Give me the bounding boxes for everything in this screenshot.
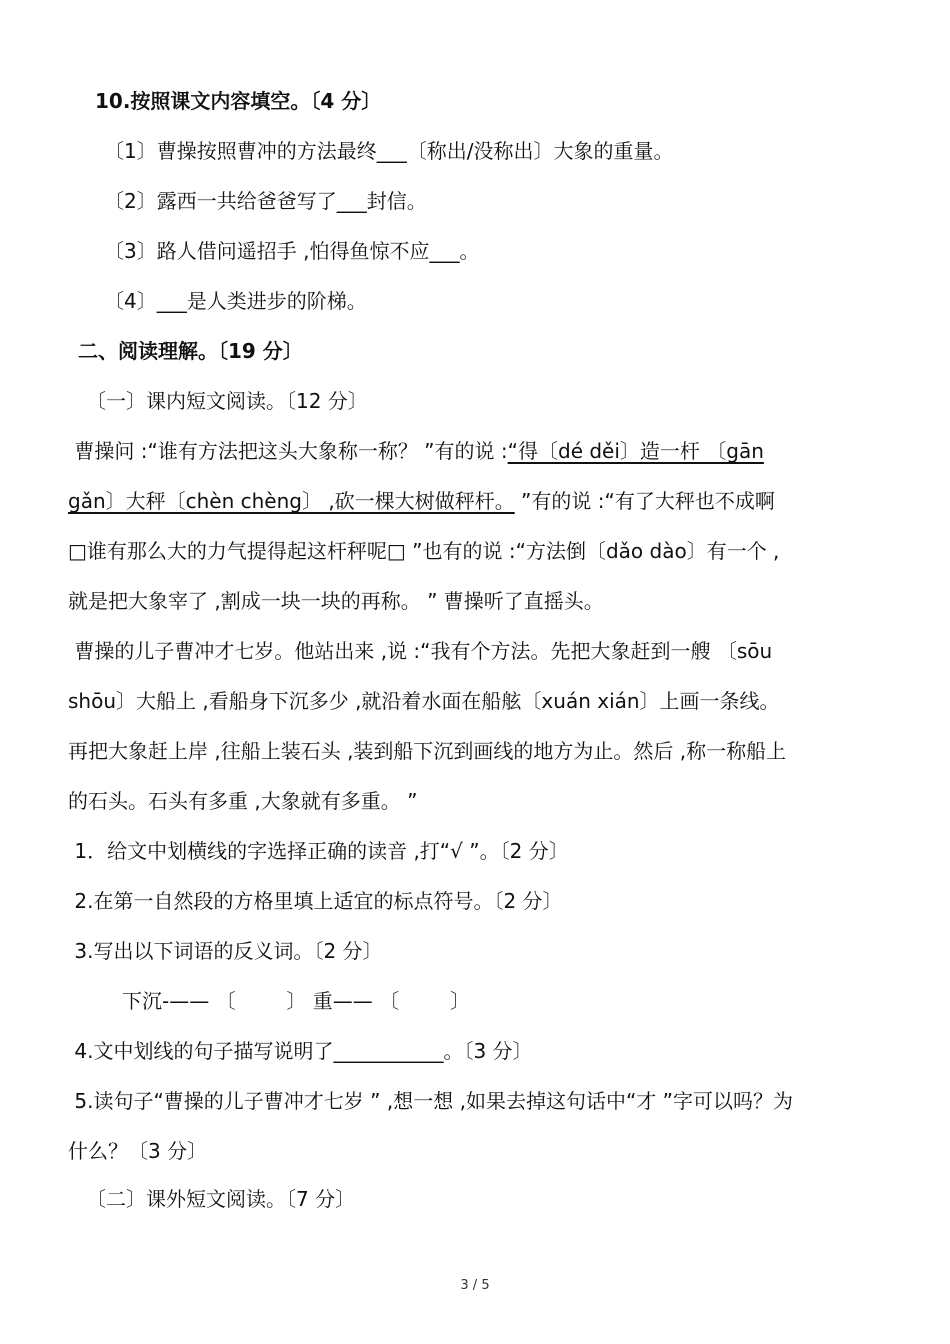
passage-line: shōu〕大船上 ,看船身下沉多少 ,就沿着水面在船舷〔xuán xián〕上画一条线。	[68, 689, 780, 713]
passage-line: 就是把大象宰了 ,割成一块一块的再称。 ” 曹操听了直摇头。	[68, 589, 604, 613]
question-10-item-4: 〔4〕___是人类进步的阶梯。	[104, 289, 367, 313]
passage-line: 曹操的儿子曹冲才七岁。他站出来 ,说 :“我有个方法。先把大象赶到一艘 〔sōu	[68, 639, 773, 663]
passage-line: gǎn〕大秤〔chèn chèng〕 ,砍一棵大树做秤杆。 ”有的说 :“有了大秤也不成啊	[68, 489, 775, 513]
question-10-title: 10.按照课文内容填空。〔4 分〕	[95, 89, 382, 113]
question-10-item-3: 〔3〕路人借问遥招手 ,怕得鱼惊不应___。	[104, 239, 480, 263]
reading-question-1: 1．给文中划横线的字选择正确的读音 ,打“√ ”。〔2 分〕	[68, 839, 569, 863]
question-10-item-1: 〔1〕曹操按照曹冲的方法最终___〔称出/没称出〕大象的重量。	[104, 139, 674, 163]
reading-question-5-cont: 什么？〔3 分〕	[68, 1139, 208, 1163]
reading-question-4: 4.文中划线的句子描写说明了___________。〔3 分〕	[68, 1039, 533, 1063]
passage-line: 曹操问 :“谁有方法把这头大象称一称？ ”有的说 :“得〔dé děi〕造一杆 〔gān	[68, 439, 764, 463]
underlined-sentence: gǎn〕大秤〔chèn chèng〕 ,砍一棵大树做秤杆。	[68, 489, 515, 513]
antonym-blanks: 下沉-—— 〔 〕 重—— 〔 〕	[122, 989, 471, 1013]
subsection-1-title: 〔一〕课内短文阅读。〔12 分〕	[86, 389, 368, 413]
passage-line: 再把大象赶上岸 ,往船上装石头 ,装到船下沉到画线的地方为止。然后 ,称一称船上	[68, 739, 787, 763]
reading-question-3: 3.写出以下词语的反义词。〔2 分〕	[68, 939, 383, 963]
reading-question-2: 2.在第一自然段的方格里填上适宜的标点符号。〔2 分〕	[68, 889, 563, 913]
subsection-2-title: 〔二〕课外短文阅读。〔7 分〕	[86, 1187, 356, 1211]
question-10-item-2: 〔2〕露西一共给爸爸写了___封信。	[104, 189, 427, 213]
passage-line: 的石头。石头有多重 ,大象就有多重。 ”	[68, 789, 418, 813]
passage-line: □谁有那么大的力气提得起这杆秤呢□ ”也有的说 :“方法倒〔dǎo dào〕有一个 ,	[68, 539, 780, 563]
reading-question-5: 5.读句子“曹操的儿子曹冲才七岁 ” ,想一想 ,如果去掉这句话中“才 ”字可以吗？为	[68, 1089, 794, 1113]
section-2-title: 二、阅读理解。〔19 分〕	[78, 339, 303, 363]
underlined-sentence: “得〔dé děi〕造一杆 〔gān	[507, 439, 764, 463]
page-number: 3 / 5	[460, 1278, 490, 1293]
